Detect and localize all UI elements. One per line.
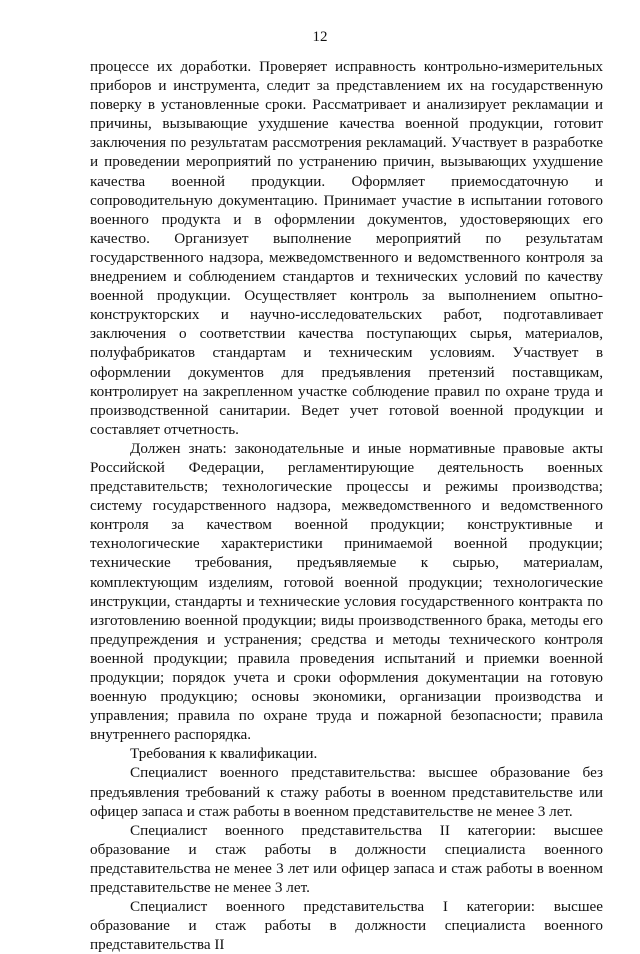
paragraph-qualification-heading: Требования к квалификации. xyxy=(130,745,318,763)
paragraph-specialist-category-1: Специалист военного представительства I категории: высшее образование и стаж работы в должности специалиста военного представительства II xyxy=(90,898,603,954)
paragraph-continuation: процессе их доработки. Проверяет исправность контрольно-измерительных приборов и инструмента, следит за представлением их на государственную поверку в установленные сроки. Рассматривает и анализирует рекламации и причины, вызывающие ухудшение качества военной продукции, готовит заключения по результатам рассмотрения рекламаций. Участвует в разработке и проведении мероприятий по устранению причин, вызывающих ухудшение качества военной продукции. Оформляет приемосдаточную и сопроводительную документацию. Принимает участие в испытании готового военного продукта и в оформлении документов, удостоверяющих его качество. Организует выполнение мероприятий по результатам государственного надзора, межведомственного и ведомственного контроля за внедрением и соблюдением стандартов и технических условий по качеству военной продукции. Осуществляет контроль за выполнением опытно-конструкторских и научно-исследовательских работ, подготавливает заключения о соответствии качества поступающих сырья, материалов, полуфабрикатов стандартам и техническим условиям. Участвует в оформлении документов для предъявления претензий поставщикам, контролирует на закрепленном участке соблюдение правил по охране труда и производственной санитарии. Ведет учет готовой военной продукции и составляет отчетность. xyxy=(90,58,603,438)
paragraph-must-know: Должен знать: законодательные и иные нормативные правовые акты Российской Федерации, регламентирующие деятельность военных представительств; технологические процессы и режимы производства; систему государственного надзора, межведомственного и ведомственного контроля за качеством военной продукции; конструктивные и технологические характеристики принимаемой военной продукции; технические требования, предъявляемые к сырью, материалам, комплектующим изделиям, готовой военной продукции; технологические инструкции, стандарты и технические условия государственного контракта по изготовлению военной продукции; виды производственного брака, методы его предупреждения и устранения; средства и методы технического контроля военной продукции; правила проведения испытаний и приемки военной продукции; порядок учета и сроки оформления документации на готовую военную продукцию; основы экономики, организации производства и управления; правила по охране труда и пожарной безопасности; правила внутреннего распорядка. xyxy=(90,439,603,744)
paragraph-specialist: Специалист военного представительства: высшее образование без предъявления требований к стажу работы в военном представительстве или офицер запаса и стаж работы в военном представительстве не менее 3 лет. xyxy=(90,764,603,820)
document-body xyxy=(90,57,603,954)
page-number: 12 xyxy=(312,29,328,45)
paragraph-specialist-category-2: Специалист военного представительства II категории: высшее образование и стаж работы в должности специалиста военного представительства не менее 3 лет или офицер запаса и стаж работы в военном представительстве не менее 3 лет. xyxy=(90,821,603,897)
